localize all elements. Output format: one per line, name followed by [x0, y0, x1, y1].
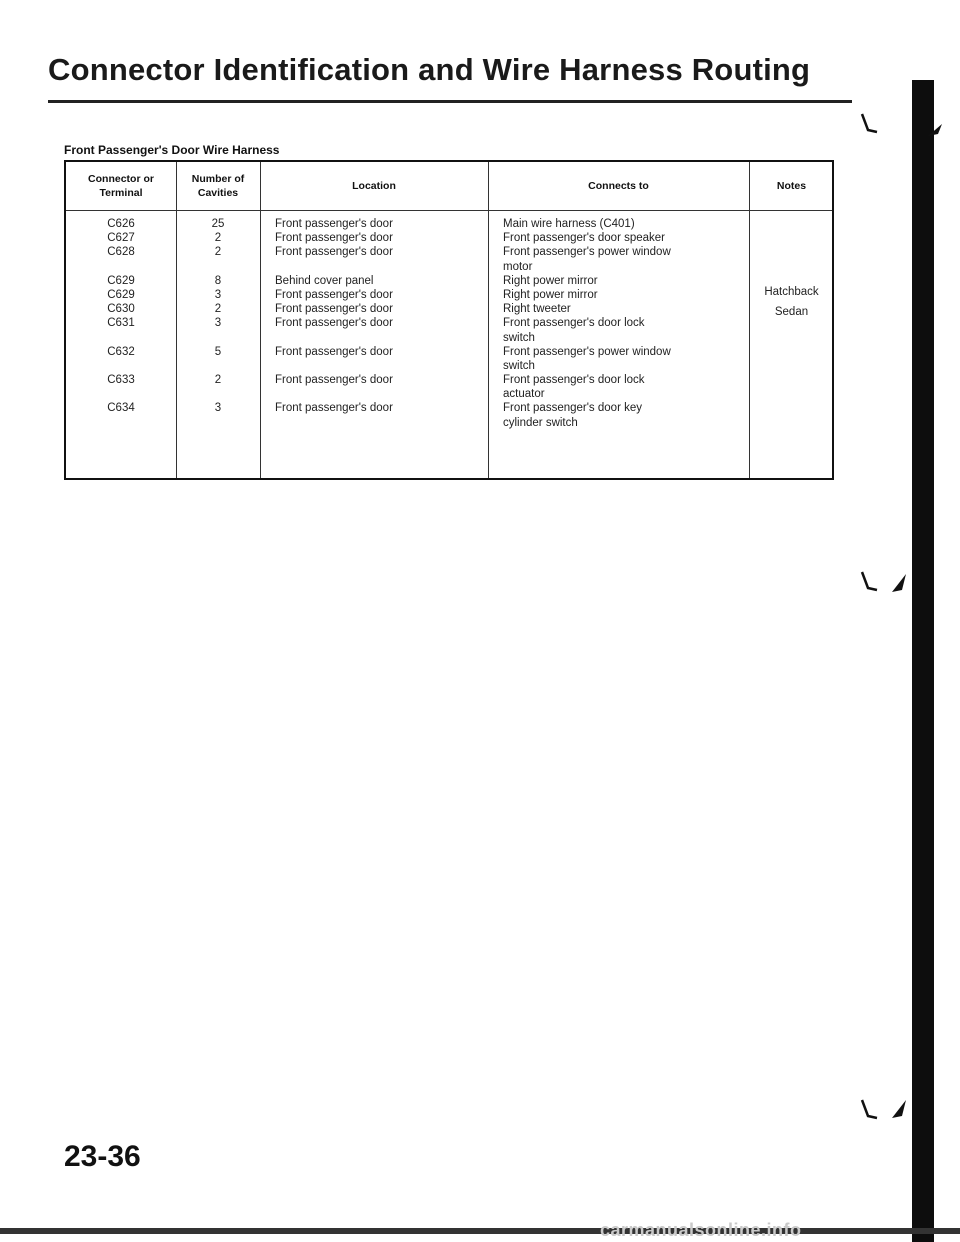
table-cell-line: C634: [107, 402, 135, 415]
header-divider: [66, 210, 832, 211]
table-cell-line: [176, 331, 260, 345]
table-cell-line: 8: [214, 274, 222, 287]
table-cell-line: Front passenger's door lock: [503, 317, 645, 330]
table-cell-line: 5: [214, 345, 222, 358]
page-title: Connector Identification and Wire Harness Routing: [48, 52, 811, 87]
table-cell-line: Front passenger's power window: [503, 246, 671, 259]
table-cell-line: actuator: [503, 388, 545, 401]
table-cell-line: 2: [214, 374, 222, 387]
table-cell-line: Front passenger's door: [275, 232, 393, 245]
header-connector-line2: Terminal: [99, 187, 143, 199]
table-cell-line: Front passenger's power window: [503, 345, 671, 358]
corner-mark-icon: [860, 1098, 878, 1120]
table-cell-line: cylinder switch: [503, 416, 578, 429]
table-cell-line: Right power mirror: [503, 288, 598, 301]
table-cell-line: C630: [107, 303, 135, 316]
table-cell-line: 2: [214, 246, 222, 259]
table-cell-line: 25: [211, 218, 225, 230]
header-connects-to: Connects to: [588, 180, 649, 192]
table-cell-line: [176, 387, 260, 401]
table-cell-line: [176, 260, 260, 274]
table-cell-line: Front passenger's door lock: [503, 374, 645, 387]
harness-table: [64, 160, 834, 480]
table-cell-line: C632: [107, 345, 135, 358]
table-cell-line: 3: [214, 317, 222, 330]
corner-mark-icon: [926, 122, 944, 144]
table-cell-line: switch: [503, 359, 535, 372]
table-cell-line: [66, 260, 176, 274]
notes-line: Hatchback: [764, 286, 819, 298]
table-cell-line: [176, 359, 260, 373]
table-cell-line: Front passenger's door: [275, 374, 393, 387]
bottom-rule: [0, 1228, 960, 1234]
page-number: 23-36: [64, 1140, 141, 1173]
table-cell-line: C626: [107, 218, 135, 230]
table-cell-line: [66, 359, 176, 373]
table-cell-line: Front passenger's door: [275, 218, 393, 230]
table-cell-line: C629: [107, 274, 135, 287]
table-cell-line: switch: [503, 331, 535, 344]
table-cell-line: Front passenger's door: [275, 303, 393, 316]
table-cell-line: Front passenger's door: [275, 288, 393, 301]
table-cell-line: [275, 387, 485, 401]
corner-mark-icon: [890, 572, 908, 594]
table-cell-line: C627: [107, 232, 135, 245]
notes-line: Sedan: [774, 306, 809, 318]
binding-edge: [912, 80, 934, 1242]
header-cavities-line1: Number of: [191, 173, 245, 185]
corner-mark-icon: [890, 1098, 908, 1120]
table-cell-line: [275, 359, 485, 373]
header-connector-line1: Connector or: [88, 173, 154, 185]
table-cell-line: [66, 387, 176, 401]
table-cell-line: 2: [214, 232, 222, 245]
title-rule: [48, 100, 852, 103]
table-cell-line: C629: [107, 288, 135, 301]
connects-to-column: [503, 217, 747, 430]
connector-column: [66, 217, 176, 416]
notes-column: [749, 282, 834, 322]
watermark: carmanualsonline.info: [600, 1220, 802, 1240]
table-cell-line: Front passenger's door key: [503, 402, 642, 415]
header-connector: [66, 162, 176, 210]
table-cell-line: [275, 260, 485, 274]
cavities-column: [176, 217, 260, 416]
table-cell-line: Front passenger's door: [275, 345, 393, 358]
table-cell-line: Front passenger's door speaker: [503, 232, 666, 245]
table-cell-line: 3: [214, 288, 222, 301]
table-cell-line: Right power mirror: [503, 274, 598, 287]
table-cell-line: C631: [107, 317, 135, 330]
header-notes: Notes: [776, 180, 807, 192]
header-location: Location: [352, 180, 396, 192]
table-cell-line: Main wire harness (C401): [503, 218, 635, 230]
table-cell-line: Right tweeter: [503, 303, 571, 316]
location-column: [275, 217, 485, 416]
table-cell-line: [275, 331, 485, 345]
table-cell-line: Front passenger's door: [275, 317, 393, 330]
table-cell-line: 3: [214, 402, 222, 415]
table-cell-line: motor: [503, 260, 533, 273]
header-cavities: [176, 162, 260, 210]
corner-mark-icon: [860, 570, 878, 592]
table-cell-line: [66, 331, 176, 345]
section-title: Front Passenger's Door Wire Harness: [64, 143, 280, 157]
table-cell-line: C628: [107, 246, 135, 259]
table-cell-line: C633: [107, 374, 135, 387]
table-cell-line: Behind cover panel: [275, 274, 374, 287]
table-cell-line: Front passenger's door: [275, 402, 393, 415]
header-cavities-line2: Cavities: [197, 187, 239, 199]
table-cell-line: 2: [214, 303, 222, 316]
table-cell-line: Front passenger's door: [275, 246, 393, 259]
corner-mark-icon: [860, 112, 878, 134]
